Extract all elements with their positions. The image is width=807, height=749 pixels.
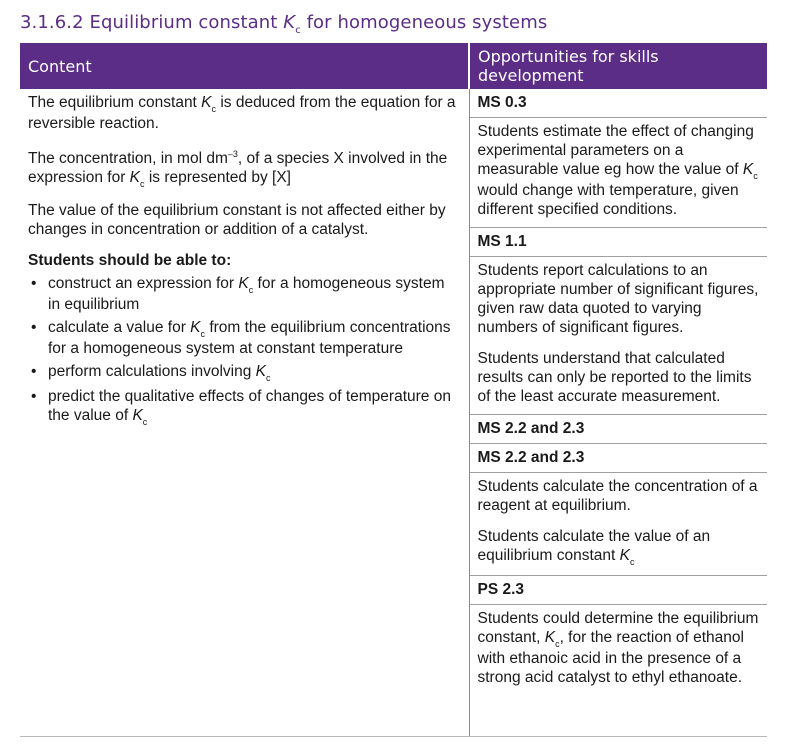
opportunities-column — [469, 89, 767, 737]
section-title — [20, 12, 548, 36]
list-item: • calculate a value for $K_c$ from the equilibrium concentrations for a homogeneous system at constant temperature — [31, 319, 451, 358]
content-para-2: The concentration, in mol $dm^{-3}$, of a species X involved in the expression for $K_c$ is represented by [X] — [28, 149, 448, 190]
spec-table — [20, 43, 767, 737]
able-list — [28, 274, 459, 427]
title-k: $K_c$ — [283, 12, 301, 36]
skill-code-ps23: PS 2.3 — [470, 576, 768, 605]
content-para-1: The equilibrium constant $K_c$ is deduced from the equation for a reversible reaction. — [28, 94, 456, 132]
bullet-icon: • — [31, 388, 37, 406]
content-para-3: The value of the equilibrium constant is not affected either by changes in concentration or addition of a catalyst. — [28, 202, 446, 239]
header-opportunities: Opportunities for skills development — [469, 43, 767, 89]
content-column — [20, 89, 469, 737]
skill-code-ms22-b: MS 2.2 and 2.3 — [470, 444, 768, 473]
skill-code-ms11: MS 1.1 — [470, 228, 768, 257]
list-item: • predict the qualitative effects of changes of temperature on the value of $K_c$ — [31, 388, 451, 428]
skill-text-ms22: Students calculate the concentration of a reagent at equilibrium. Students calculate the value of an equilibrium constant $K_c$ — [470, 473, 768, 576]
list-item: • construct an expression for $K_c$ for a homogeneous system in equilibrium — [31, 275, 445, 314]
list-item: • perform calculations involving $K_c$ — [31, 363, 271, 384]
skill-code-ms22-a: MS 2.2 and 2.3 — [470, 415, 768, 444]
skill-text-ms03: Students estimate the effect of changing experimental parameters on a measurable value eg how the value of $K_c$ would change with temperature, given different specified conditions. — [470, 118, 768, 228]
bullet-icon: • — [31, 275, 37, 293]
title-prefix: 3.1.6.2 Equilibrium constant — [20, 12, 278, 33]
bullet-icon: • — [31, 363, 37, 381]
title-suffix: for homogeneous systems — [306, 12, 548, 33]
header-content: Content — [20, 43, 469, 89]
skill-code-ms03: MS 0.3 — [470, 89, 768, 118]
skill-text-ps23: Students could determine the equilibrium constant, $K_c$, for the reaction of ethanol with ethanoic acid in the presence of a strong acid catalyst to ethyl ethanoate. — [477, 610, 759, 686]
skill-text-ms11: Students report calculations to an appropriate number of significant figures, given raw data quoted to varying numbers of significant figures. Students understand that calculated results can only be reported to the limits of the least accurate measurement. — [470, 257, 768, 415]
bullet-icon: • — [31, 319, 37, 337]
able-heading: Students should be able to: — [28, 252, 232, 270]
